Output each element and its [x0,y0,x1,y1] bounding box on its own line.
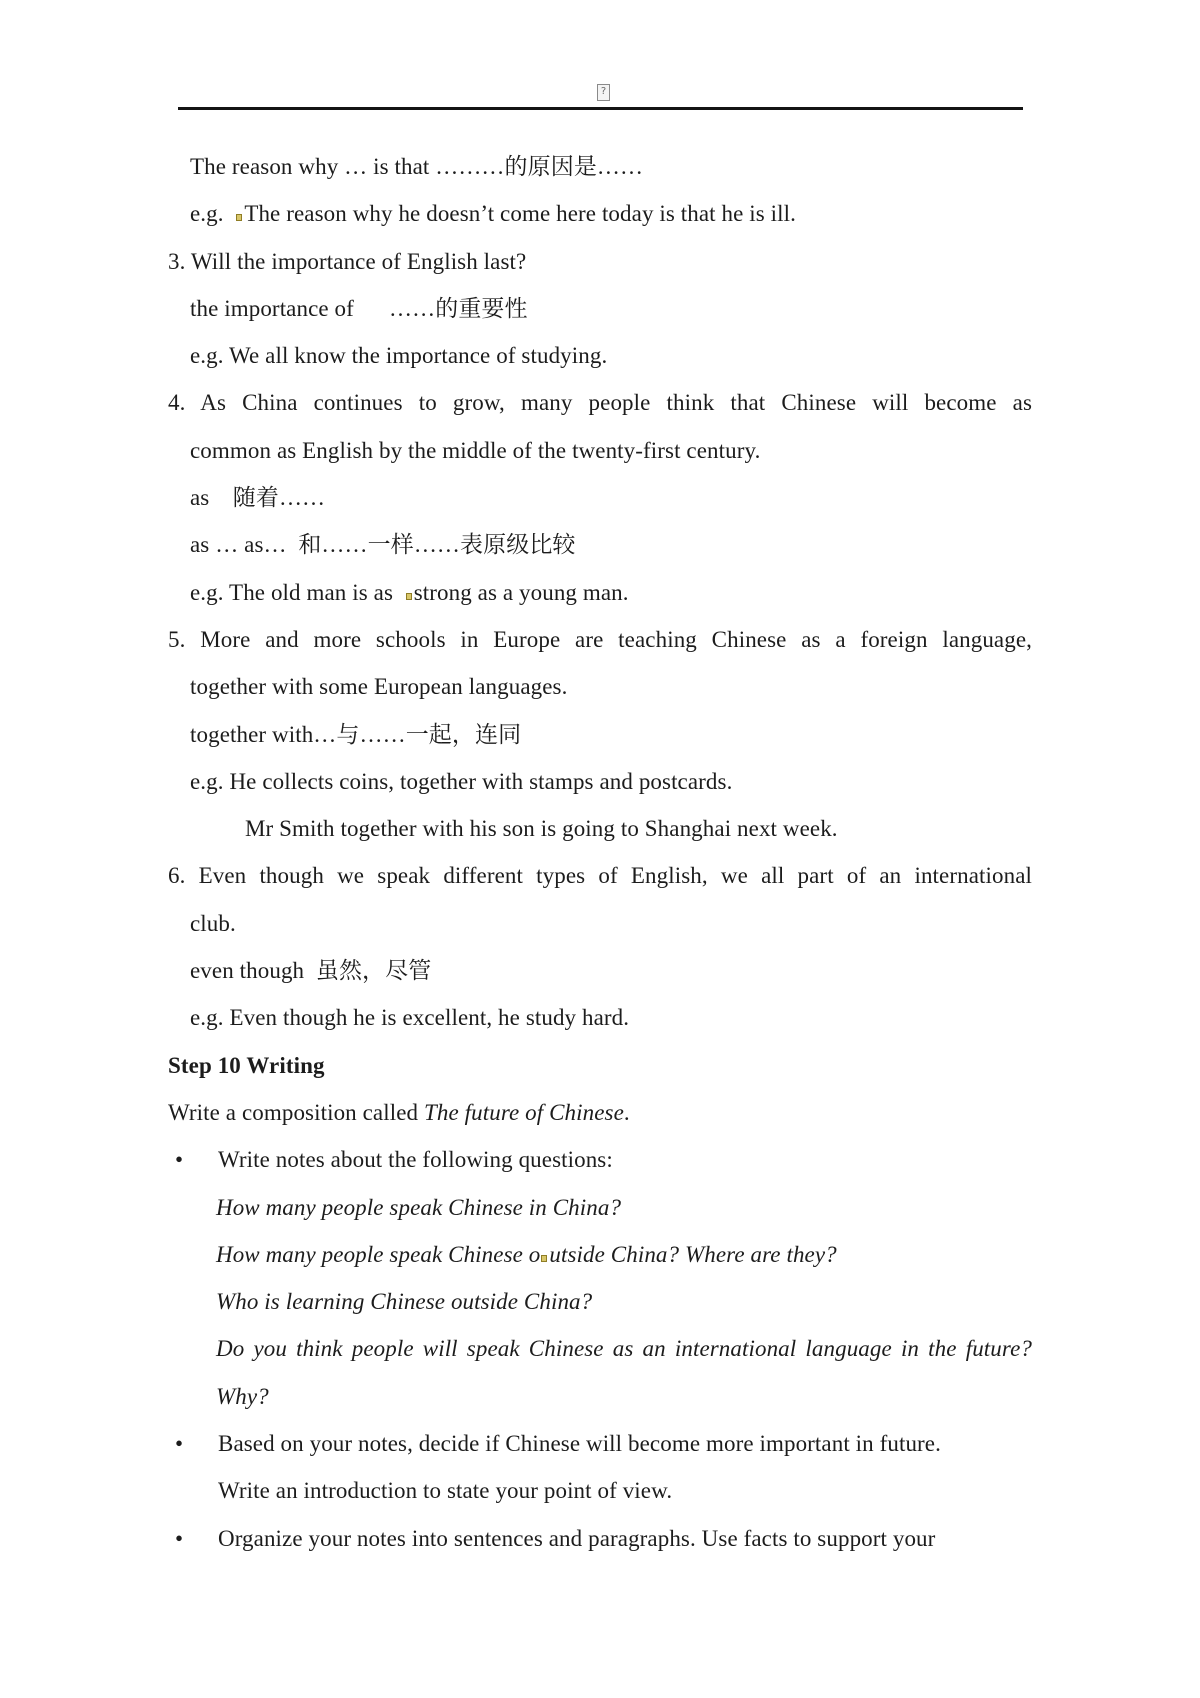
text-segment: even though 虽然，尽管 [190,958,432,984]
text-segment: utside China? Where are they? [549,1241,837,1267]
bullet-marker: • [175,1431,184,1457]
text-segment: How many people speak Chinese in China? [216,1194,622,1220]
text-line [168,852,1032,899]
text-line [168,1420,1032,1467]
text-line [190,474,1032,521]
text-segment: as … as… 和……一样……表原级比较 [190,532,576,558]
text-line [168,1042,1032,1089]
text-segment: strong as a young man. [413,579,629,605]
text-segment: together with…与……一起，连同 [190,721,522,747]
text-line [190,190,1032,237]
text-line [218,1467,1032,1514]
text-segment: e.g. [190,201,236,227]
header-rule [178,107,1023,110]
text-segment: e.g. We all know the importance of studying. [190,343,608,369]
text-line [216,1373,1032,1420]
text-segment: . [623,1099,630,1125]
text-line [190,663,1032,710]
text-line [216,1278,1032,1325]
document-body [168,143,1032,1562]
text-segment: e.g. He collects coins, together with stamps and postcards. [190,768,733,794]
text-segment: Who is learning Chinese outside China? [216,1289,593,1315]
spellcheck-artifact-mark [541,1255,547,1262]
text-line [190,569,1032,616]
missing-glyph-box: ? [597,84,610,101]
text-line [190,521,1032,568]
text-segment: e.g. The old man is as [190,579,405,605]
text-segment: 6. Even though we speak different types of English, we all part of an international [168,863,1032,889]
text-segment: Write notes about the following questions: [218,1147,613,1173]
text-line [190,332,1032,379]
text-segment: Write a composition called [168,1099,424,1125]
bullet-marker: • [175,1525,184,1551]
text-line [168,379,1032,426]
text-segment: The future of Chinese [423,1099,624,1125]
text-line [190,711,1032,758]
text-segment: The reason why … is that ………的原因是…… [190,154,644,179]
text-segment: Mr Smith together with his son is going to Shanghai next week. [245,816,838,842]
text-line [190,285,1032,332]
text-line [168,1089,1032,1136]
text-line [168,238,1032,285]
spellcheck-artifact-mark [236,214,242,221]
text-segment: Based on your notes, decide if Chinese will become more important in future. [218,1431,941,1457]
text-segment: 5. More and more schools in Europe are teaching Chinese as a foreign language, [168,626,1032,652]
text-segment: club. [190,910,236,936]
text-line [168,616,1032,663]
text-line [190,947,1032,994]
text-line [168,1515,1032,1562]
text-line [190,994,1032,1041]
text-line [245,805,1032,852]
text-segment: e.g. Even though he is excellent, he study hard. [190,1005,630,1031]
text-segment: The reason why he doesn’t come here today is that he is ill. [244,201,796,227]
text-line [190,758,1032,805]
text-segment: the importance of ……的重要性 [190,295,528,321]
spellcheck-artifact-mark [406,593,412,600]
text-segment: Why? [216,1383,269,1409]
bullet-marker: • [175,1147,184,1173]
text-line [216,1325,1032,1372]
text-line [190,143,1032,190]
text-line [216,1231,1032,1278]
text-segment: as 随着…… [190,485,326,511]
text-segment: Do you think people will speak Chinese as an international language in the future? [216,1336,1032,1362]
text-line [168,1136,1032,1183]
text-line [190,900,1032,947]
text-segment: How many people speak Chinese o [216,1241,541,1267]
text-segment: common as English by the middle of the twenty-first century. [190,437,761,463]
text-segment: 3. Will the importance of English last? [168,248,527,274]
text-line [216,1184,1032,1231]
text-segment: together with some European languages. [190,674,568,700]
text-segment: 4. As China continues to grow, many people think that Chinese will become as [168,390,1032,416]
text-segment: Organize your notes into sentences and paragraphs. Use facts to support your [218,1525,936,1551]
text-line [190,427,1032,474]
text-segment: Write an introduction to state your point of view. [218,1478,673,1504]
text-segment: Step 10 Writing [168,1052,325,1078]
